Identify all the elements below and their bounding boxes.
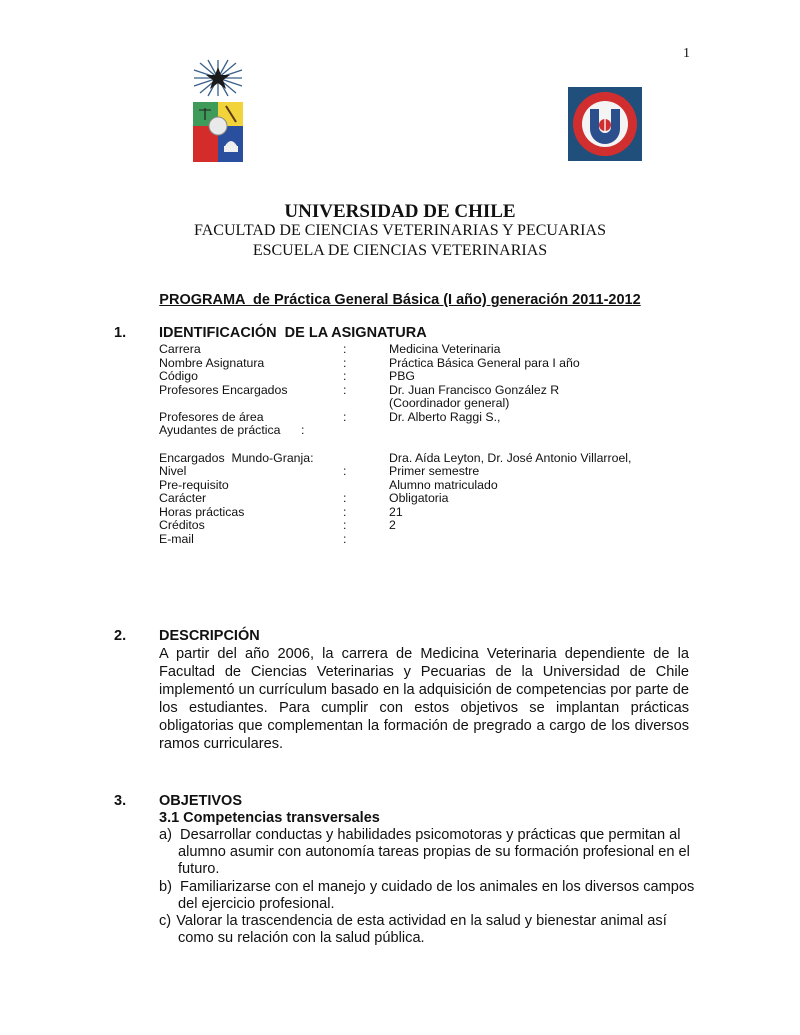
table-row [159,505,659,519]
list-item [159,827,699,845]
table-row [159,491,659,505]
row-value: 2 [389,518,396,532]
table-row [159,383,659,397]
section-2-title: DESCRIPCIÓN [159,628,260,644]
item-marker: a) [159,827,172,843]
row-label: Créditos [159,518,205,532]
section-3-title: OBJETIVOS [159,793,242,809]
row-value: 21 [389,505,403,519]
row-colon: : [343,342,347,356]
university-coat-of-arms-logo [190,58,246,166]
school-name: ESCUELA DE CIENCIAS VETERINARIAS [252,242,548,259]
table-row [159,342,659,356]
row-value: Obligatoria [389,491,449,505]
item-marker: b) [159,879,172,895]
row-colon: : [343,491,347,505]
row-label: Carácter [159,491,207,505]
table-row [159,396,659,410]
item-line: Familiarizarse con el manejo y cuidado de los animales en los diversos campos [180,879,695,895]
list-item [159,913,699,931]
faculty-name: FACULTAD DE CIENCIAS VETERINARIAS Y PECUARIAS [194,222,606,239]
row-label: Profesores Encargados [159,383,288,397]
row-colon: : [343,383,347,397]
row-label: E-mail [159,532,194,546]
row-label: Encargados Mundo-Granja: [159,451,314,465]
university-name: UNIVERSIDAD DE CHILE [284,201,516,222]
section-2-number: 2. [114,628,127,644]
table-row [159,451,659,465]
row-colon: : [343,410,347,424]
table-row [159,478,659,492]
list-item-continuation: como su relación con la salud pública. [178,930,425,946]
row-label: Nivel [159,464,187,478]
section-3-subtitle: 3.1 Competencias transversales [159,810,380,826]
list-item-continuation: futuro. [178,861,220,877]
description-paragraph: A partir del año 2006, la carrera de Medicina Veterinaria dependiente de la Facultad de Ciencias Veterinarias y Pecuarias de la Universidad de Chile implementó un currículum basado en la adquisición de competencias por parte de los estudiantes. Para cumplir con estos objetivos se implantan prácticas obligatorias que complementan la formación de pregrado a cargo de los diversos ramos curriculares. [159,646,689,752]
list-item-continuation: alumno asumir con autonomía tareas propias de su formación profesional en el [178,844,690,860]
table-row [159,532,659,546]
list-item [159,879,699,897]
row-colon: : [343,464,347,478]
row-label: Horas prácticas [159,505,245,519]
coat-of-arms-icon [190,58,246,166]
row-colon: : [343,518,347,532]
row-value: Primer semestre [389,464,480,478]
row-value: Dr. Juan Francisco González R [389,383,560,397]
row-label: Pre-requisito [159,478,229,492]
row-colon: : [343,369,347,383]
item-marker: c) [159,913,172,929]
veterinary-school-seal-logo [568,87,642,161]
row-value: Dr. Alberto Raggi S., [389,410,501,424]
item-line: Desarrollar conductas y habilidades psicomotoras y prácticas que permitan al [180,827,681,843]
row-value: Práctica Básica General para I año [389,356,580,370]
table-row [159,369,659,383]
table-row [159,423,659,437]
row-colon: : [343,532,347,546]
section-3-number: 3. [114,793,127,809]
row-label: Carrera [159,342,201,356]
row-colon: : [343,505,347,519]
section-1-number: 1. [114,325,127,341]
list-item-continuation: del ejercicio profesional. [178,896,335,912]
veterinary-seal-icon [568,87,642,161]
row-value: (Coordinador general) [389,396,510,410]
row-value: Dra. Aída Leyton, Dr. José Antonio Villarroel, [389,451,632,465]
row-label: Profesores de área [159,410,264,424]
item-line: Valorar la trascendencia de esta actividad en la salud y bienestar animal así [176,913,667,929]
row-label: Ayudantes de práctica : [159,423,305,437]
row-value: Alumno matriculado [389,478,498,492]
row-colon: : [343,356,347,370]
table-row [159,410,659,424]
table-row [159,518,659,532]
row-label: Código [159,369,198,383]
page-number: 1 [683,46,690,61]
program-title: PROGRAMA de Práctica General Básica (I año) generación 2011-2012 [159,292,641,308]
row-value: Medicina Veterinaria [389,342,501,356]
row-value: PBG [389,369,415,383]
table-row [159,464,659,478]
row-label: Nombre Asignatura [159,356,265,370]
section-1-title: IDENTIFICACIÓN DE LA ASIGNATURA [159,325,427,341]
table-row [159,356,659,370]
